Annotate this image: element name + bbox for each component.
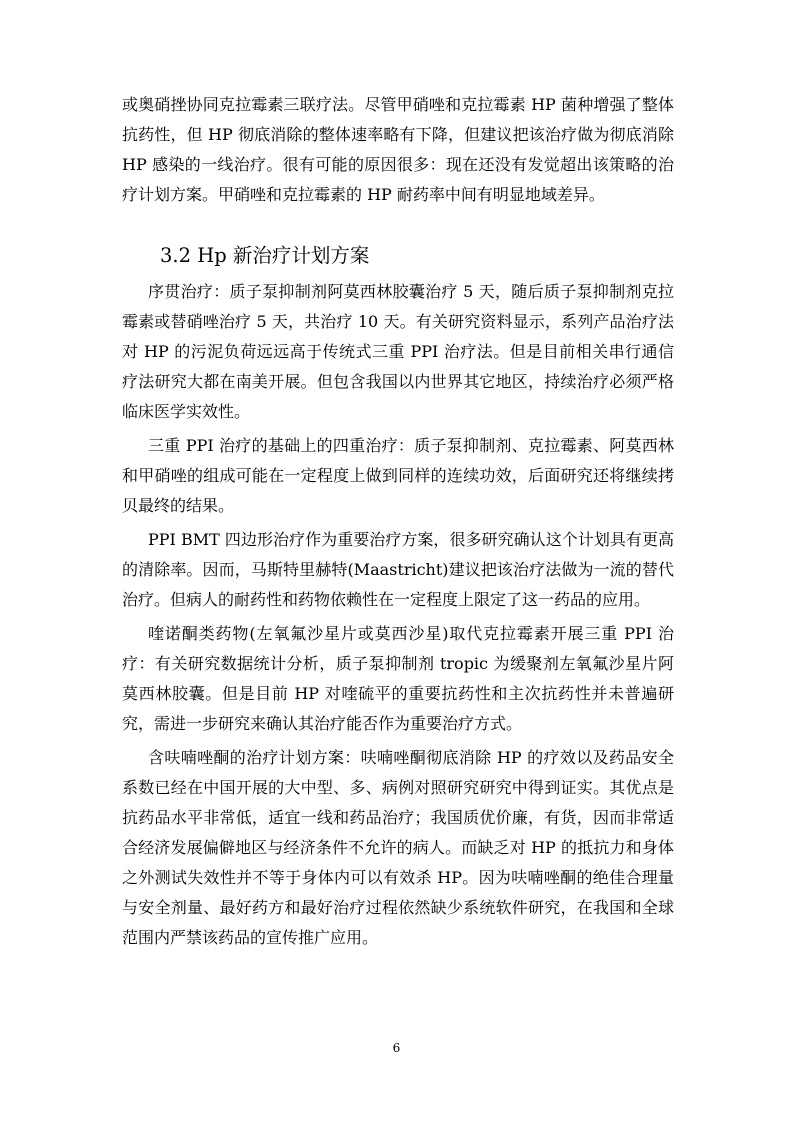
page-number: 6 (392, 1041, 401, 1055)
paragraph-sequential-therapy: 序贯治疗：质子泵抑制剂阿莫西林胶囊治疗 5 天，随后质子泵抑制剂克拉霉素或替硝唑治疗 5 天，共治疗 10 天。有关研究资料显示，系列产品治疗法对 HP 的污泥负荷远远高于传统式三重 PPI 治疗法。但是目前相关串行通信疗法研究大都在南美开展。但包含我国以内世界其它地区，持续治疗必须严格临床医学实效性。 (122, 282, 674, 421)
paragraph-quinolone-therapy: 喹诺酮类药物(左氧氟沙星片或莫西沙星)取代克拉霉素开展三重 PPI 治疗：有关研究数据统计分析，质子泵抑制剂 tropic 为缓聚剂左氧氟沙星片阿莫西林胶囊。但是目前 HP 对喹硫平的重要抗药性和主次抗药性并未普遍研究，需进一步研究来确认其治疗能否作为重要治疗方式。 (122, 624, 674, 733)
paragraph-furazolidone-therapy: 含呋喃唑酮的治疗计划方案：呋喃唑酮彻底消除 HP 的疗效以及药品安全系数已经在中国开展的大中型、多、病例对照研究研究中得到证实。其优点是抗药品水平非常低，适宜一线和药品治疗；我国质优价廉，有货，因而非常适合经济发展偏僻地区与经济条件不允许的病人。而缺乏对 HP 的抵抗力和身体之外测试失效性并不等于身体内可以有效杀 HP。因为呋喃唑酮的绝佳合理量与安全剂量、最好药方和最好治疗过程依然缺少系统软件研究，在我国和全球范围内严禁该药品的宣传推广应用。 (122, 748, 674, 947)
paragraph-quadruple-therapy: 三重 PPI 治疗的基础上的四重治疗：质子泵抑制剂、克拉霉素、阿莫西林和甲硝唑的组成可能在一定程度上做到同样的连续功效，后面研究还将继续拷贝最终的结果。 (122, 436, 674, 515)
section-heading: 3.2 Hp 新治疗计划方案 (160, 244, 370, 267)
paragraph-bmt-therapy: PPI BMT 四边形治疗作为重要治疗方案，很多研究确认这个计划具有更高的清除率。因而，马斯特里赫特(Maastricht)建议把该治疗法做为一流的替代治疗。但病人的耐药性和药物依赖性在一定程度上限定了这一药品的应用。 (122, 530, 674, 609)
paragraph-continuation: 或奥硝挫协同克拉霉素三联疗法。尽管甲硝唑和克拉霉素 HP 菌种增强了整体抗药性，但 HP 彻底消除的整体速率略有下降，但建议把该治疗做为彻底消除 HP 感染的一线治疗。很有可能的原因很多：现在还没有发觉超出该策略的治疗计划方案。甲硝唑和克拉霉素的 HP 耐药率中间有明显地域差异。 (122, 95, 674, 204)
